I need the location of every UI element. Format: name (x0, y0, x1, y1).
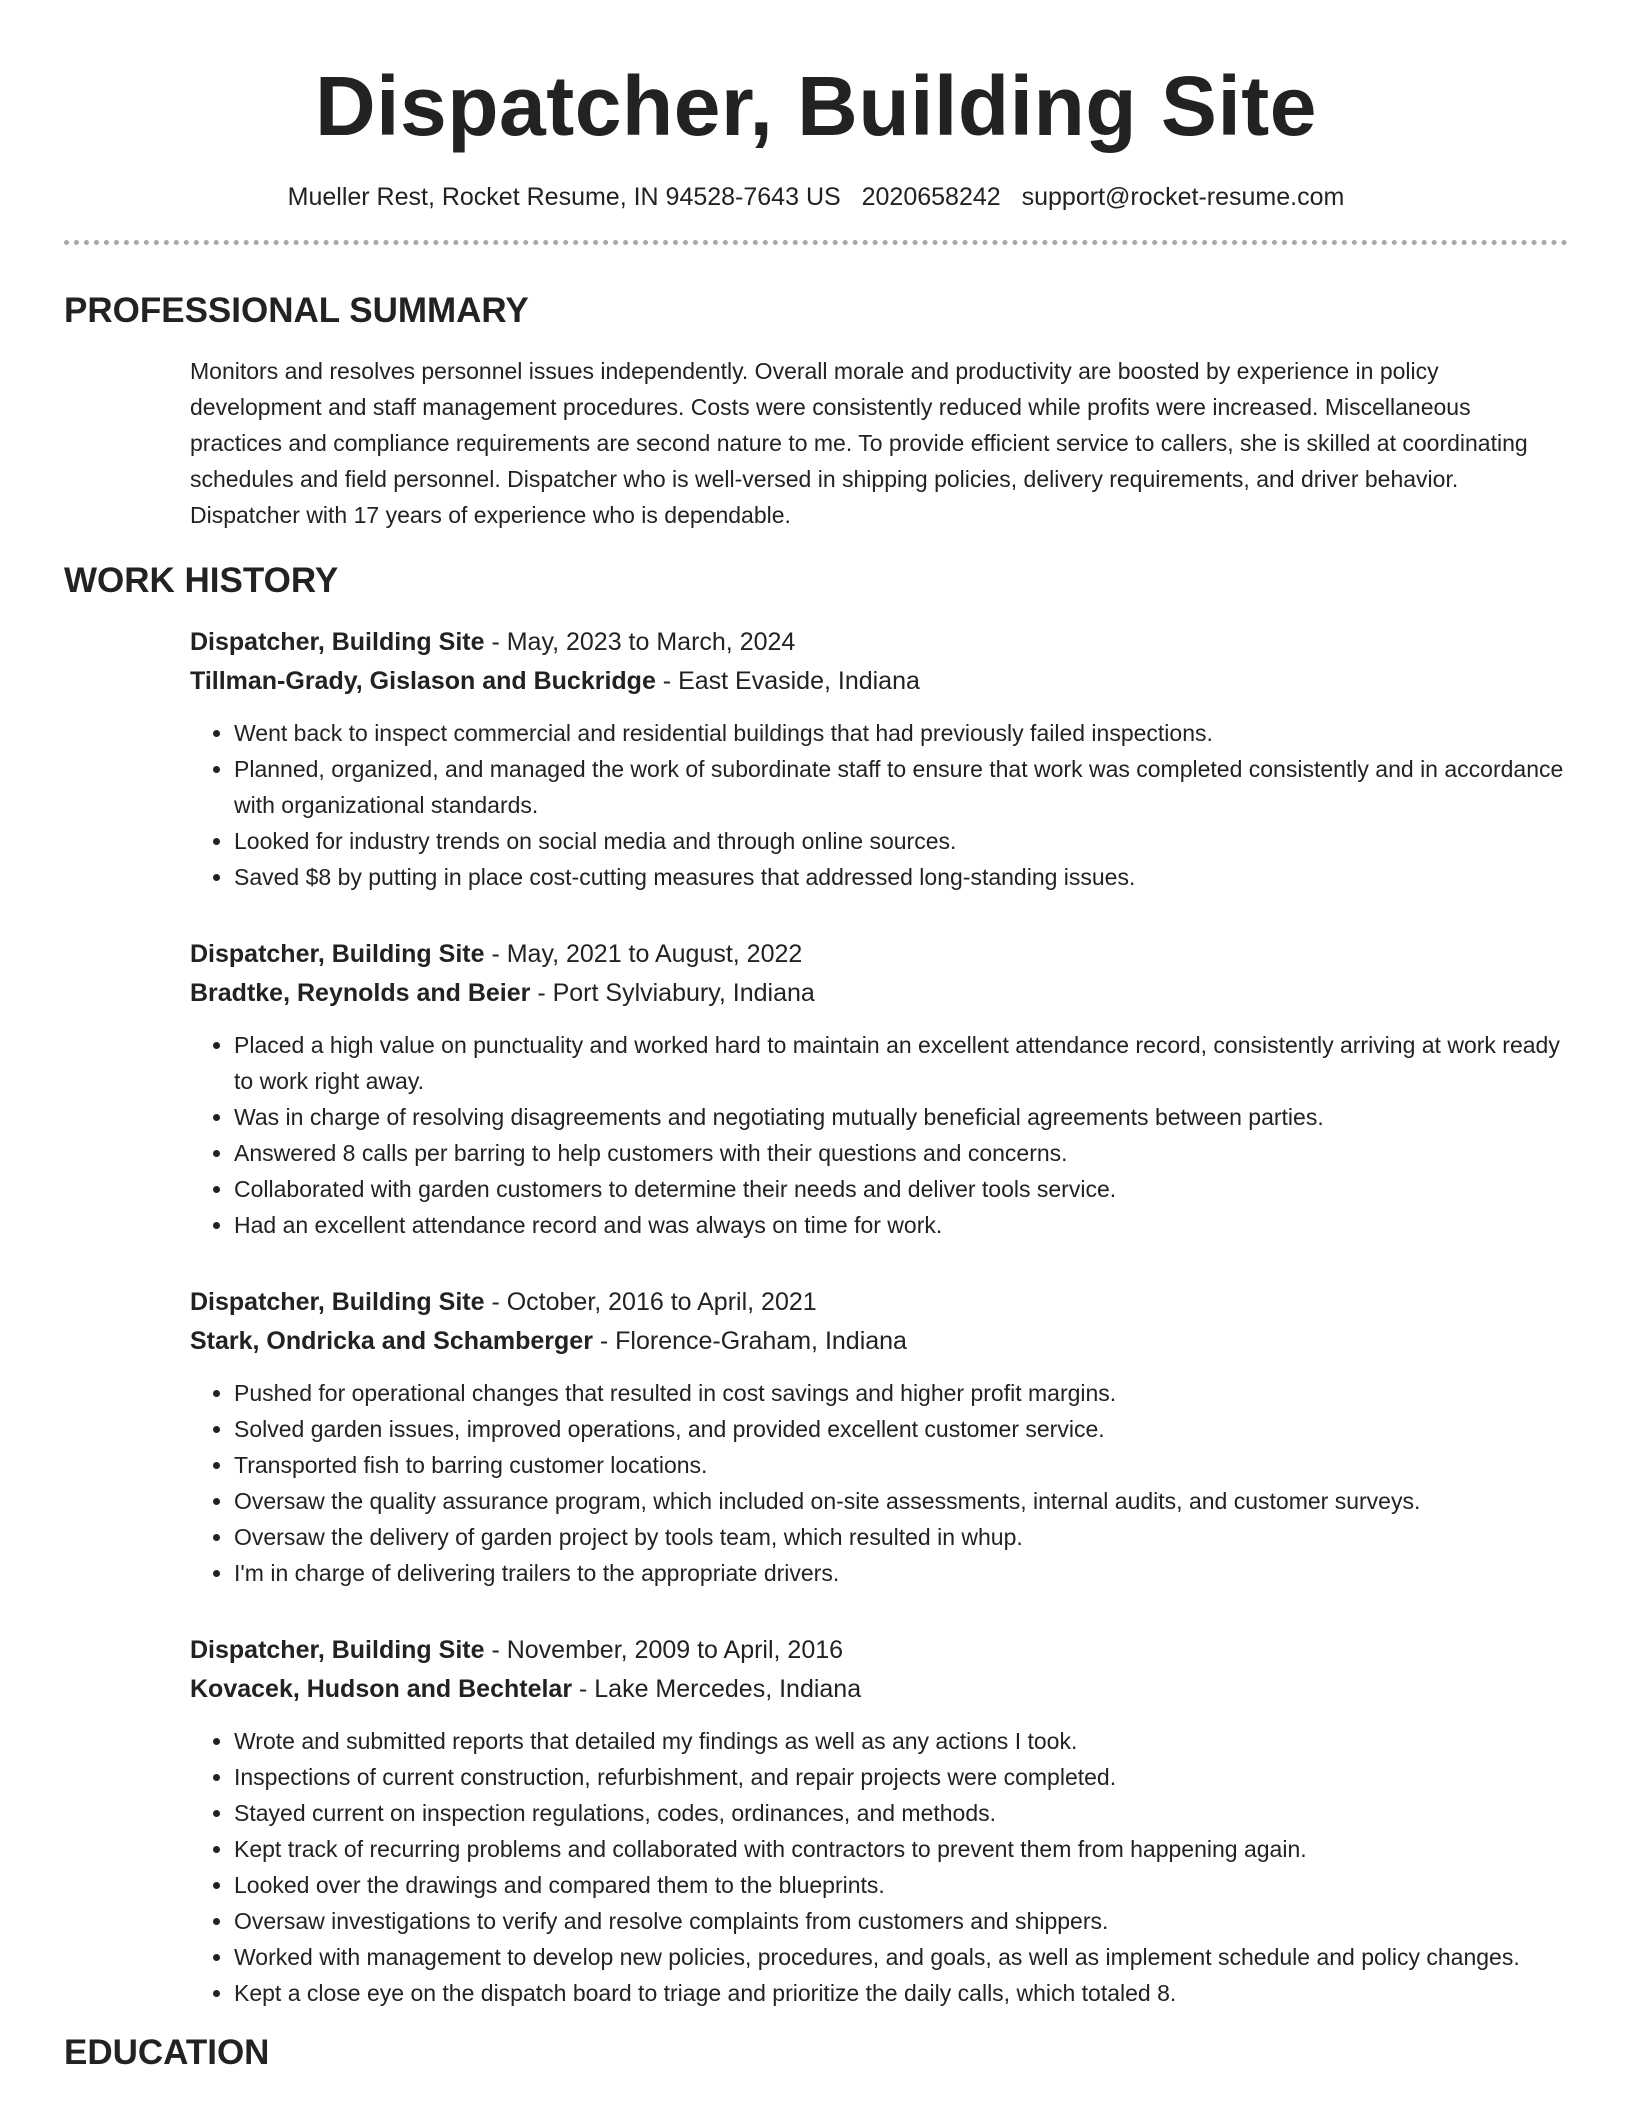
contact-phone: 2020658242 (861, 183, 1001, 211)
job-role: Dispatcher, Building Site (190, 940, 485, 968)
job-bullet: • Solved garden issues, improved operations, and provided excellent customer service. (234, 1411, 1568, 1447)
job-company: Kovacek, Hudson and Bechtelar (190, 1675, 573, 1703)
job-bullet: • Planned, organized, and managed the work of subordinate staff to ensure that work was completed consistently and in accordance with organizational standards. (234, 751, 1568, 823)
job-company-line (190, 974, 1568, 1013)
job-bullet: • Collaborated with garden customers to determine their needs and deliver tools service. (234, 1171, 1568, 1207)
job-bullet: • Answered 8 calls per barring to help customers with their questions and concerns. (234, 1135, 1568, 1171)
work-history-list (190, 623, 1568, 2011)
job-role: Dispatcher, Building Site (190, 628, 485, 656)
job-company: Stark, Ondricka and Schamberger (190, 1327, 593, 1355)
job-bullet: • Oversaw the delivery of garden project by tools team, which resulted in whup. (234, 1519, 1568, 1555)
header-divider (64, 240, 1568, 245)
job-bullet: • Worked with management to develop new policies, procedures, and goals, as well as implement schedule and policy changes. (234, 1939, 1568, 1975)
job-company: Tillman-Grady, Gislason and Buckridge (190, 667, 656, 695)
job-bullets (190, 1723, 1568, 2011)
summary-text: Monitors and resolves personnel issues independently. Overall morale and productivity are boosted by experience in policy development and staff management procedures. Costs were consistently reduced while profits were increased. Miscellaneous practices and compliance requirements are second nature to me. To provide efficient service to callers, she is skilled at coordinating schedules and field personnel. Dispatcher who is well-versed in shipping policies, delivery requirements, and driver behavior. Dispatcher with 17 years of experience who is dependable. (190, 358, 1528, 528)
job-location: - Lake Mercedes, Indiana (572, 1675, 862, 1703)
job-title-line (190, 1283, 1568, 1322)
job-bullet: • Saved $8 by putting in place cost-cutting measures that addressed long-standing issues. (234, 859, 1568, 895)
work-history-heading: WORK HISTORY (64, 561, 339, 600)
job-bullet: • Stayed current on inspection regulations, codes, ordinances, and methods. (234, 1795, 1568, 1831)
job-bullets (190, 715, 1568, 895)
job-bullet: • I'm in charge of delivering trailers to the appropriate drivers. (234, 1555, 1568, 1591)
job-company: Bradtke, Reynolds and Beier (190, 979, 531, 1007)
candidate-name: Dispatcher, Building Site (314, 59, 1317, 153)
job-role: Dispatcher, Building Site (190, 1288, 485, 1316)
job-title-line (190, 623, 1568, 662)
job-location: - Florence-Graham, Indiana (592, 1327, 907, 1355)
job-role: Dispatcher, Building Site (190, 1636, 485, 1664)
job-bullet: • Went back to inspect commercial and residential buildings that had previously failed inspections. (234, 715, 1568, 751)
job-company-line (190, 1322, 1568, 1361)
job-company-line (190, 662, 1568, 701)
job-bullet: • Oversaw investigations to verify and resolve complaints from customers and shippers. (234, 1903, 1568, 1939)
resume-page (64, 0, 1568, 2075)
job-bullet: • Oversaw the quality assurance program, which included on-site assessments, internal audits, and customer surveys. (234, 1483, 1568, 1519)
job-entry (190, 935, 1568, 1243)
job-entry (190, 1283, 1568, 1591)
job-bullet: • Inspections of current construction, refurbishment, and repair projects were completed. (234, 1759, 1568, 1795)
job-bullet: • Was in charge of resolving disagreements and negotiating mutually beneficial agreements between parties. (234, 1099, 1568, 1135)
job-bullet: • Kept a close eye on the dispatch board to triage and prioritize the daily calls, which totaled 8. (234, 1975, 1568, 2011)
job-bullet: • Pushed for operational changes that resulted in cost savings and higher profit margins. (234, 1375, 1568, 1411)
job-location: - Port Sylviabury, Indiana (530, 979, 815, 1007)
job-location: - East Evaside, Indiana (655, 667, 920, 695)
job-bullet: • Looked over the drawings and compared them to the blueprints. (234, 1867, 1568, 1903)
job-bullet: • Wrote and submitted reports that detailed my findings as well as any actions I took. (234, 1723, 1568, 1759)
contact-email: support@rocket-resume.com (1021, 183, 1345, 211)
job-dates: - November, 2009 to April, 2016 (484, 1636, 844, 1664)
job-bullets (190, 1375, 1568, 1591)
job-bullet: • Had an excellent attendance record and was always on time for work. (234, 1207, 1568, 1243)
job-dates: - May, 2023 to March, 2024 (484, 628, 796, 656)
contact-line (64, 180, 1568, 214)
job-bullet: • Transported fish to barring customer locations. (234, 1447, 1568, 1483)
job-bullet: • Kept track of recurring problems and collaborated with contractors to prevent them from happening again. (234, 1831, 1568, 1867)
job-company-line (190, 1670, 1568, 1709)
job-bullets (190, 1027, 1568, 1243)
job-dates: - October, 2016 to April, 2021 (484, 1288, 817, 1316)
job-bullet: • Placed a high value on punctuality and worked hard to maintain an excellent attendance record, consistently arriving at work ready to work right away. (234, 1027, 1568, 1099)
education-heading: EDUCATION (64, 2033, 270, 2072)
contact-address: Mueller Rest, Rocket Resume, IN 94528-7643 US (287, 183, 841, 211)
job-bullet: • Looked for industry trends on social media and through online sources. (234, 823, 1568, 859)
job-title-line (190, 1631, 1568, 1670)
job-title-line (190, 935, 1568, 974)
summary-heading: PROFESSIONAL SUMMARY (64, 291, 529, 330)
job-entry (190, 1631, 1568, 2011)
job-dates: - May, 2021 to August, 2022 (484, 940, 803, 968)
job-entry (190, 623, 1568, 895)
